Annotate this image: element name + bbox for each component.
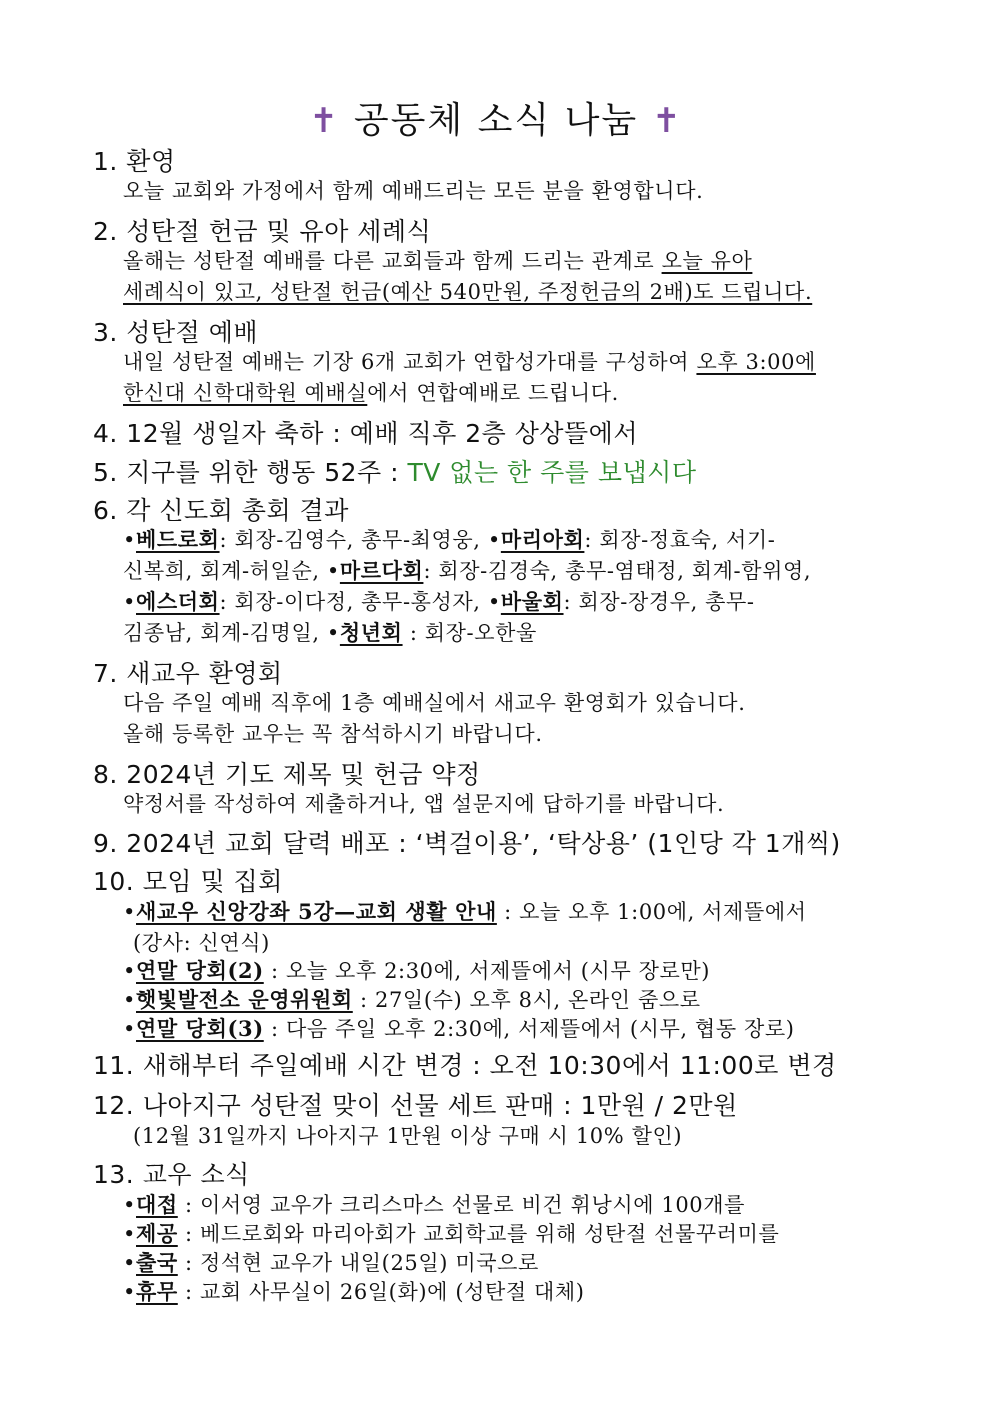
bullet: • xyxy=(123,900,136,924)
section-13-item-1 xyxy=(123,1189,745,1219)
bullet: • xyxy=(123,1222,136,1246)
bullet: • xyxy=(123,1017,136,1041)
bullet: • xyxy=(123,590,136,614)
news-detail: : 이서영 교우가 크리스마스 선물로 비건 휘낭시에 100개를 xyxy=(177,1193,746,1217)
section-2-line-2: 세례식이 있고, 성탄절 헌금(예산 540만원, 주정헌금의 2배)도 드립니다. xyxy=(123,280,813,304)
section-7-line-1: 다음 주일 예배 직후에 1층 예배실에서 새교우 환영회가 있습니다. xyxy=(123,691,746,715)
bullet: • xyxy=(123,1251,136,1275)
group-officers: 신복희, 회계-허일순, xyxy=(123,559,327,583)
section-2-line-1 xyxy=(123,245,752,275)
group-name: 바울회 xyxy=(500,589,564,614)
section-13-item-3 xyxy=(123,1247,539,1277)
section-12-line-1: (12월 31일까지 나아지구 1만원 이상 구매 시 10% 할인) xyxy=(133,1124,683,1148)
bullet: • xyxy=(326,621,340,645)
section-12-heading: 12. 나아지구 성탄절 맞이 선물 세트 판매 : 1만원 / 2만원 xyxy=(93,1091,738,1120)
page-title-text: 공동체 소식 나눔 xyxy=(353,100,639,141)
meeting-name: 연말 당회(2) xyxy=(136,958,264,983)
bullet: • xyxy=(487,528,501,552)
section-3-highlight: 오후 3:00에 xyxy=(696,350,816,374)
bullet: • xyxy=(326,559,340,583)
group-officers: : 회장-이다정, 총무-홍성자, xyxy=(219,590,488,614)
section-13-heading: 13. 교우 소식 xyxy=(93,1160,250,1189)
group-name: 마르다회 xyxy=(339,558,424,583)
section-6-line-3 xyxy=(123,586,755,616)
section-2-highlight: 오늘 유아 xyxy=(661,249,753,273)
bullet: • xyxy=(123,1280,136,1304)
meeting-detail: : 오늘 오후 2:30에, 서제뜰에서 (시무 장로만) xyxy=(263,959,711,983)
section-5-label: 5. 지구를 위한 행동 52주 : xyxy=(93,458,408,487)
section-3-heading: 3. 성탄절 예배 xyxy=(93,318,258,347)
bullet: • xyxy=(123,1193,136,1217)
group-name: 베드로회 xyxy=(136,527,220,552)
section-11-heading: 11. 새해부터 주일예배 시간 변경 : 오전 10:30에서 11:00로 변경 xyxy=(93,1051,837,1080)
section-4-heading: 4. 12월 생일자 축하 : 예배 직후 2층 상상뜰에서 xyxy=(93,419,638,448)
section-7-line-2: 올해 등록한 교우는 꼭 참석하시기 바랍니다. xyxy=(123,722,543,746)
section-2-text: 올해는 성탄절 예배를 다른 교회들과 함께 드리는 관계로 xyxy=(123,249,662,273)
group-name: 마리아회 xyxy=(500,527,585,552)
section-6-line-4 xyxy=(123,617,537,647)
group-officers: : 회장-정효숙, 서기- xyxy=(584,528,776,552)
group-officers: : 회장-김영수, 총무-최영웅, xyxy=(219,528,488,552)
group-name: 청년회 xyxy=(339,620,403,645)
group-officers: 김종남, 회계-김명일, xyxy=(123,621,327,645)
section-1-heading: 1. 환영 xyxy=(93,147,176,176)
section-13-item-4 xyxy=(123,1276,585,1306)
section-3-line-2 xyxy=(123,377,619,407)
section-10-item-2 xyxy=(123,955,710,985)
section-8-heading: 8. 2024년 기도 제목 및 헌금 약정 xyxy=(93,760,481,789)
section-5-highlight: TV 없는 한 주를 보냅시다 xyxy=(407,458,697,487)
section-10-item-3 xyxy=(123,984,701,1014)
news-tag: 출국 xyxy=(136,1250,178,1275)
section-13-item-2 xyxy=(123,1218,779,1248)
cross-icon-left: ✝ xyxy=(309,101,340,141)
section-10-heading: 10. 모임 및 집회 xyxy=(93,867,283,896)
meeting-detail: : 다음 주일 오후 2:30에, 서제뜰에서 (시무, 협동 장로) xyxy=(263,1017,795,1041)
meeting-detail: : 27일(수) 오후 8시, 온라인 줌으로 xyxy=(352,988,701,1012)
cross-icon-right: ✝ xyxy=(652,101,683,141)
meeting-name: 연말 당회(3) xyxy=(136,1016,264,1041)
news-detail: : 베드로회와 마리아회가 교회학교를 위해 성탄절 선물꾸러미를 xyxy=(177,1222,780,1246)
group-officers: : 회장-장경우, 총무- xyxy=(563,590,755,614)
section-6-line-1 xyxy=(123,524,776,554)
section-9-heading: 9. 2024년 교회 달력 배포 : ‘벽걸이용’, ‘탁상용’ (1인당 각 1개씩) xyxy=(93,829,841,858)
section-1-text: 오늘 교회와 가정에서 함께 예배드리는 모든 분을 환영합니다. xyxy=(123,179,704,203)
section-8-line-1: 약정서를 작성하여 제출하거나, 앱 설문지에 답하기를 바랍니다. xyxy=(123,792,725,816)
news-detail: : 정석현 교우가 내일(25일) 미국으로 xyxy=(177,1251,539,1275)
meeting-name: 새교우 신앙강좌 5강—교회 생활 안내 xyxy=(136,899,497,924)
section-2-heading: 2. 성탄절 헌금 및 유아 세례식 xyxy=(93,217,432,246)
group-officers: : 회장-오한울 xyxy=(402,621,537,645)
section-3-place: 한신대 신학대학원 예배실 xyxy=(123,381,368,405)
bullet: • xyxy=(123,528,136,552)
group-name: 에스더회 xyxy=(136,589,220,614)
news-tag: 제공 xyxy=(136,1221,178,1246)
section-3-line-1 xyxy=(123,346,816,376)
section-3-text-2: 에서 연합예배로 드립니다. xyxy=(367,381,619,405)
section-10-item-1-instructor: (강사: 신연식) xyxy=(133,931,270,955)
group-officers: : 회장-김경숙, 총무-염태정, 회계-함위영, xyxy=(423,559,812,583)
meeting-name: 햇빛발전소 운영위원회 xyxy=(136,987,353,1012)
bullet: • xyxy=(123,988,136,1012)
bullet: • xyxy=(123,959,136,983)
section-3-text: 내일 성탄절 예배는 기장 6개 교회가 연합성가대를 구성하여 xyxy=(123,350,697,374)
section-6-line-2 xyxy=(123,555,811,585)
section-5-heading xyxy=(93,453,696,489)
section-6-heading: 6. 각 신도회 총회 결과 xyxy=(93,496,349,525)
news-tag: 휴무 xyxy=(136,1279,178,1304)
bullet: • xyxy=(487,590,501,614)
meeting-detail: : 오늘 오후 1:00에, 서제뜰에서 xyxy=(496,900,807,924)
section-7-heading: 7. 새교우 환영회 xyxy=(93,659,283,688)
news-detail: : 교회 사무실이 26일(화)에 (성탄절 대체) xyxy=(177,1280,585,1304)
section-10-item-1 xyxy=(123,896,807,926)
section-10-item-4 xyxy=(123,1013,795,1043)
page-title xyxy=(0,92,992,143)
news-tag: 대접 xyxy=(136,1192,178,1217)
